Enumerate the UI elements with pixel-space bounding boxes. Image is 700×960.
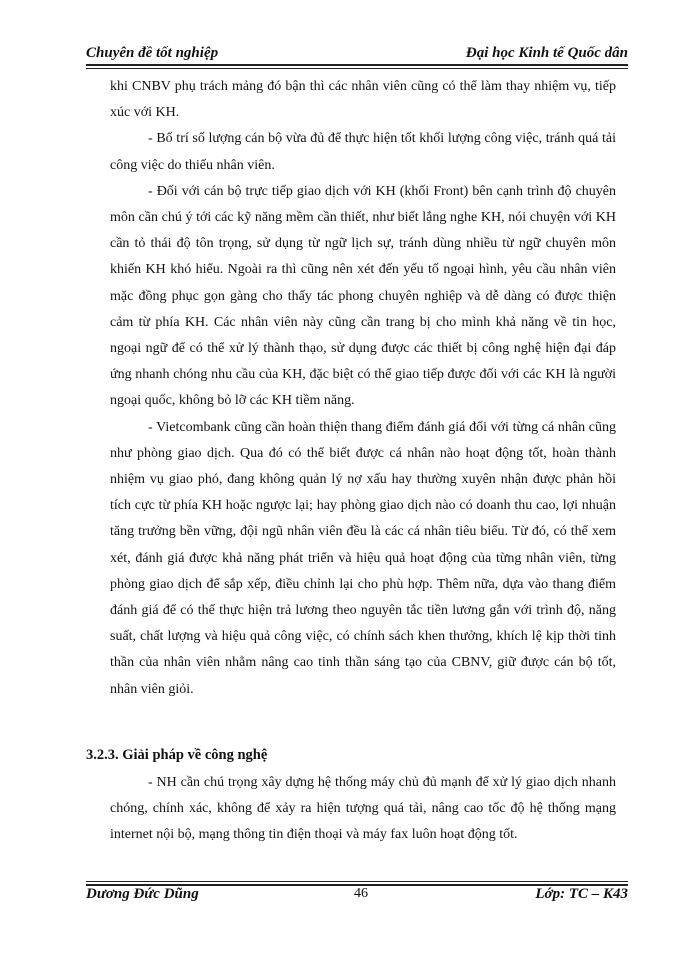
paragraph-evaluation: - Vietcombank cũng cần hoàn thiện thang điểm đánh giá đối với từng cá nhân cũng như phòng giao dịch. Qua đó có thể biết được cá nhân nào hoạt động tốt, hoàn thành nhiệm vụ giao phó, đang không quản lý nợ xấu hay thường xuyên nhận được phản hồi tích cực từ phía KH hoặc ngược lại; hay phòng giao dịch nào có doanh thu cao, lợi nhuận tăng trưởng bền vững, đội ngũ nhân viên đều là các cá nhân tiêu biểu. Từ đó, có thể xem xét, đánh giá được khả năng phát triển và hiệu quả hoạt động của từng nhân viên, từng phòng giao dịch để sắp xếp, điều chỉnh lại cho phù hợp. Thêm nữa, dựa vào thang điểm đánh giá để có thể thực hiện trả lương theo nguyên tắc tiền lương gắn với trình độ, năng suất, chất lượng và hiệu quả công việc, có chính sách khen thưởng, khích lệ kịp thời tinh thần của nhân viên nhằm nâng cao tinh thần sáng tạo của CBNV, giữ được cán bộ tốt, nhân viên giỏi. [110,419,616,697]
section-body [110,770,616,849]
footer-author: Dương Đức Dũng [86,886,199,902]
paragraph-front-office-skills: - Đối với cán bộ trực tiếp giao dịch với KH (khối Front) bên cạnh trình độ chuyên môn cần chú ý tới các kỹ năng mềm cần thiết, như biết lắng nghe KH, nói chuyện với KH cần tỏ thái độ tôn trọng, sử dụng từ ngữ lịch sự, tránh dùng nhiều từ ngữ chuyên môn khiến KH khó hiểu. Ngoài ra thì cũng nên xét đến yếu tố ngoại hình, yêu cầu nhân viên mặc đồng phục gọn gàng cho thấy tác phong chuyên nghiệp và dễ dàng có được thiện cảm từ phía KH. Các nhân viên này cũng cần trang bị cho mình khả năng về tin học, ngoại ngữ để có thể xử lý thành thạo, sử dụng được các thiết bị công nghệ hiện đại đáp ứng nhanh chóng nhu cầu của KH, đặc biệt có thể giao tiếp được đối với các KH là người ngoại quốc, không bỏ lỡ các KH tiềm năng. [110,183,616,409]
header-document-type: Chuyên đề tốt nghiệp [86,45,219,61]
page-footer [86,886,628,908]
footer-class-info: Lớp: TC – K43 [535,886,628,902]
footer-page-number: 46 [354,886,368,901]
header-university: Đại học Kinh tế Quốc dân [465,45,628,61]
page-header [86,40,628,62]
section-heading: 3.2.3. Giải pháp về công nghệ [86,747,268,763]
paragraph-continuation: khi CNBV phụ trách mảng đó bận thì các nhân viên cũng có thể làm thay nhiệm vụ, tiếp xúc với KH. [110,79,616,121]
body-text [110,74,616,703]
paragraph-technology: - NH cần chú trọng xây dựng hệ thống máy chủ đủ mạnh để xử lý giao dịch nhanh chóng, chính xác, không để xảy ra hiện tượng quá tải, nâng cao tốc độ hệ thống mạng internet nội bộ, mạng thông tin điện thoại và máy fax luôn hoạt động tốt. [110,775,616,843]
header-rule [86,64,628,69]
paragraph-staffing: - Bố trí số lượng cán bộ vừa đủ để thực hiện tốt khối lượng công việc, tránh quá tải công việc do thiếu nhân viên. [110,131,616,173]
